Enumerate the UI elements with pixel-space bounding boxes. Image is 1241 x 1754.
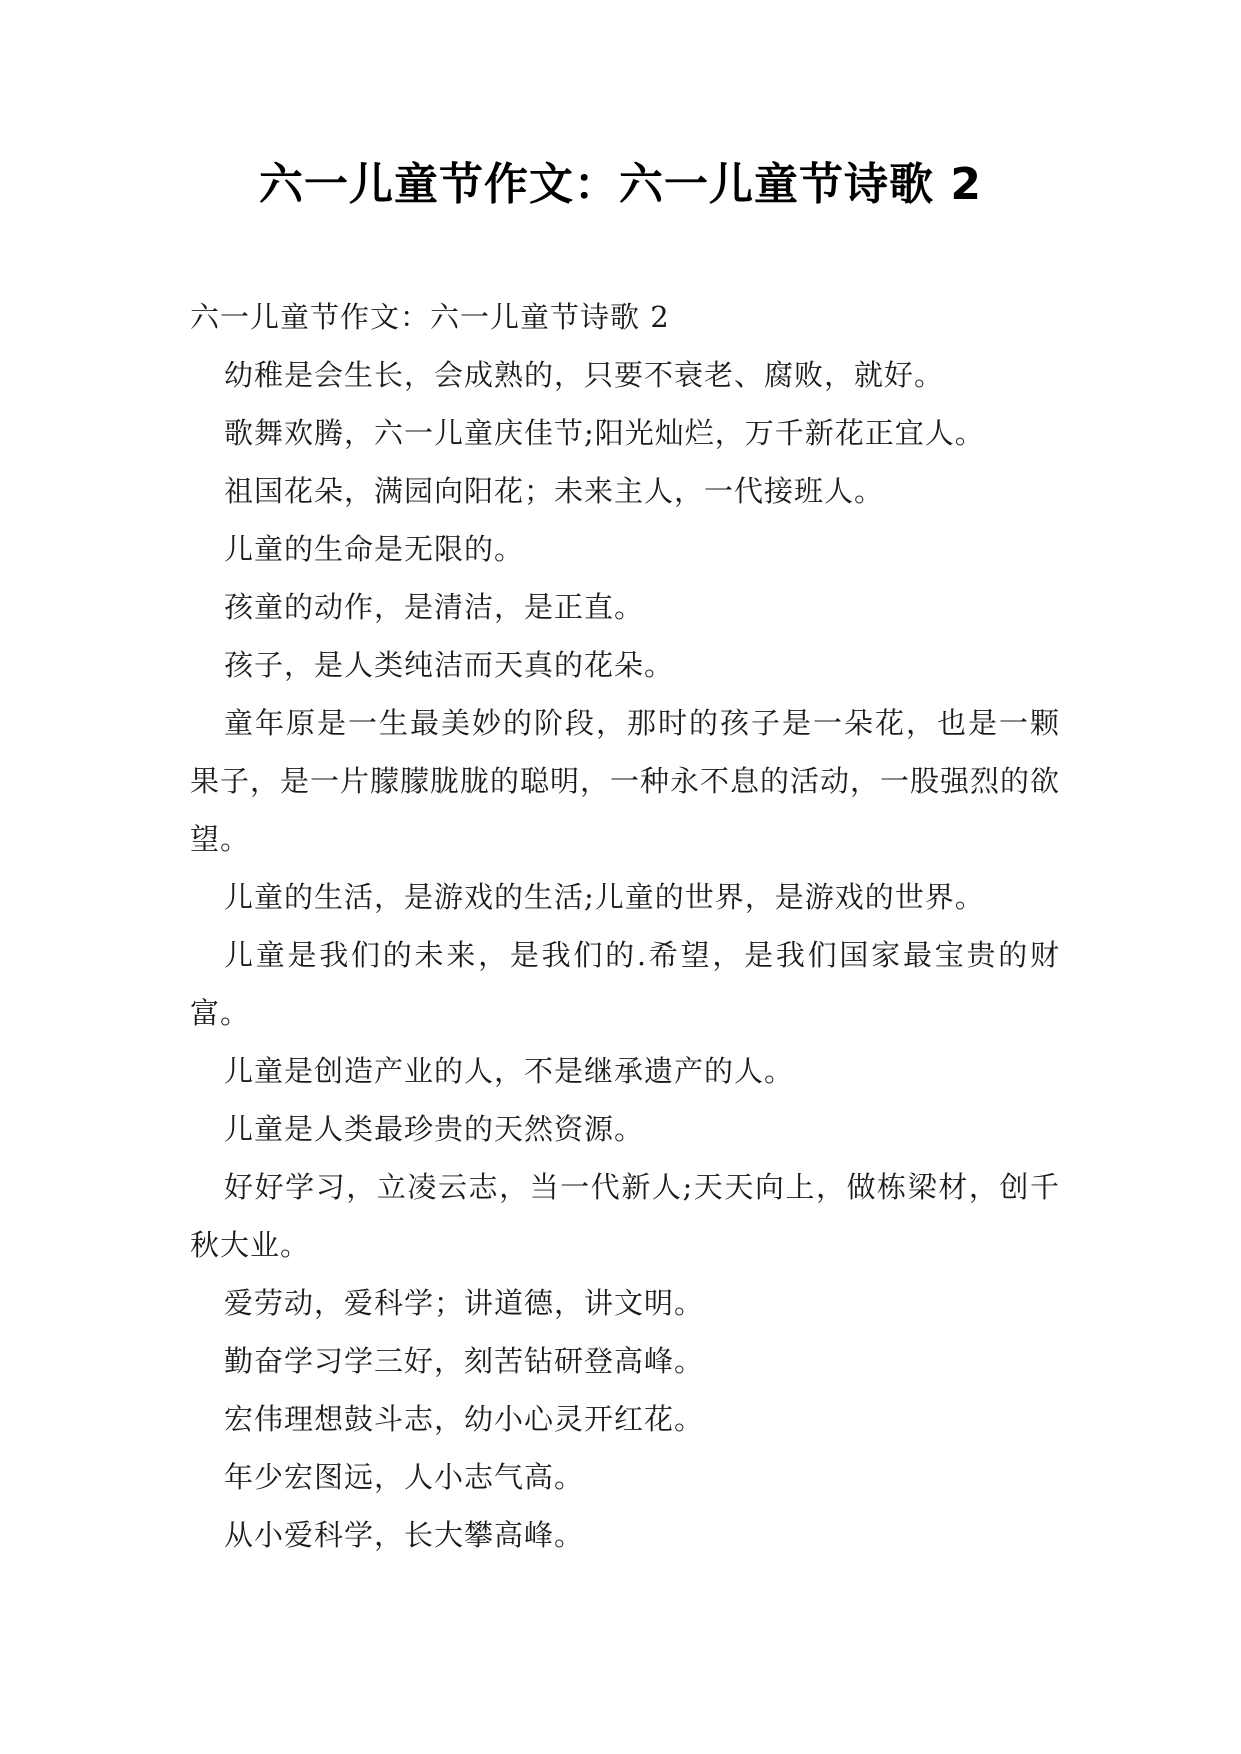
paragraph: 儿童的生活，是游戏的生活;儿童的世界，是游戏的世界。 <box>224 880 985 914</box>
paragraph: 孩子，是人类纯洁而天真的花朵。 <box>224 648 675 682</box>
paragraph: 年少宏图远，人小志气高。 <box>224 1460 585 1494</box>
paragraph: 儿童的生命是无限的。 <box>224 532 525 566</box>
paragraph: 从小爱科学，长大攀高峰。 <box>224 1518 585 1552</box>
document-title: 六一儿童节作文：六一儿童节诗歌 2 <box>259 159 982 210</box>
paragraph-subtitle: 六一儿童节作文：六一儿童节诗歌 2 <box>190 300 670 334</box>
paragraph: 祖国花朵，满园向阳花；未来主人，一代接班人。 <box>224 474 885 508</box>
paragraph: 幼稚是会生长，会成熟的，只要不衰老、腐败，就好。 <box>224 358 945 392</box>
paragraph: 童年原是一生最美妙的阶段，那时的孩子是一朵花，也是一颗果子，是一片朦朦胧胧的聪明，一种永不息的活动，一股强烈的欲望。 <box>190 706 1061 856</box>
paragraph: 孩童的动作，是清洁，是正直。 <box>224 590 645 624</box>
paragraph: 宏伟理想鼓斗志，幼小心灵开红花。 <box>224 1402 705 1436</box>
paragraph: 好好学习，立凌云志，当一代新人;天天向上，做栋梁材，创千秋大业。 <box>190 1170 1060 1262</box>
paragraph: 勤奋学习学三好，刻苦钻研登高峰。 <box>224 1344 705 1378</box>
paragraph: 歌舞欢腾，六一儿童庆佳节;阳光灿烂，万千新花正宜人。 <box>224 416 985 450</box>
paragraph: 爱劳动，爱科学；讲道德，讲文明。 <box>224 1286 705 1320</box>
document-body <box>190 288 1060 1564</box>
paragraph: 儿童是人类最珍贵的天然资源。 <box>224 1112 645 1146</box>
paragraph: 儿童是创造产业的人，不是继承遗产的人。 <box>224 1054 795 1088</box>
paragraph: 儿童是我们的未来，是我们的.希望，是我们国家最宝贵的财富。 <box>190 938 1060 1030</box>
